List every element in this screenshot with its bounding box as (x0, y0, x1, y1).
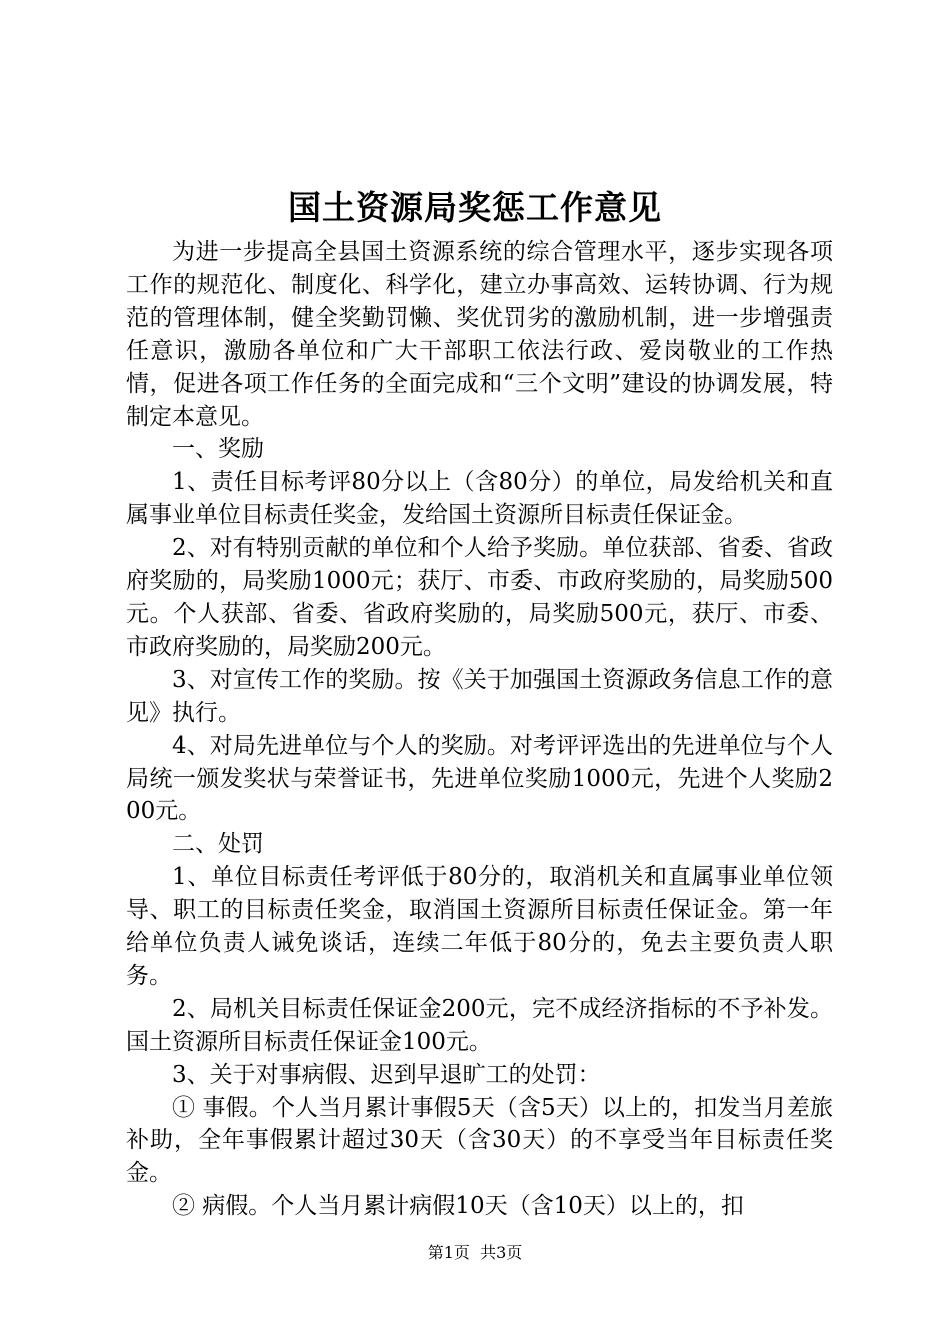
penalty-item-1: 1、单位目标责任考评低于80分的，取消机关和直属事业单位领导、职工的目标责任奖金，取消国土资源所目标责任保证金。第一年给单位负责人诫免谈话，连续二年低于80分的，免去主要负责人职务。 (126, 864, 833, 989)
document-body (126, 236, 833, 1223)
reward-item-2: 2、对有特别贡献的单位和个人给予奖励。单位获部、省委、省政府奖励的，局奖励1000元；获厅、市委、市政府奖励的，局奖励500元。个人获部、省委、省政府奖励的，局奖励500元，获厅、市委、市政府奖励的，局奖励200元。 (126, 535, 833, 660)
page-total: 共3页 (480, 1243, 523, 1262)
reward-item-4: 4、对局先进单位与个人的奖励。对考评评选出的先进单位与个人局统一颁发奖状与荣誉证书，先进单位奖励1000元，先进个人奖励200元。 (126, 732, 833, 825)
section-heading-penalties: 二、处罚 (172, 831, 264, 858)
page-footer (0, 1243, 950, 1263)
section-heading-rewards: 一、奖励 (172, 436, 264, 463)
penalty-item-3: 3、关于对事病假、迟到早退旷工的处罚： (172, 1061, 601, 1088)
reward-item-1: 1、责任目标考评80分以上（含80分）的单位，局发给机关和直属事业单位目标责任奖金，发给国土资源所目标责任保证金。 (126, 469, 833, 529)
penalty-subitem-sick-leave: ② 病假。个人当月累计病假10天（含10天）以上的，扣 (172, 1193, 744, 1220)
document-title: 国土资源局奖惩工作意见 (288, 188, 662, 227)
penalty-subitem-personal-leave: ① 事假。个人当月累计事假5天（含5天）以上的，扣发当月差旅补助，全年事假累计超过30天（含30天）的不享受当年目标责任奖金。 (126, 1094, 833, 1187)
page-number: 第1页 (427, 1243, 470, 1262)
reward-item-3: 3、对宣传工作的奖励。按《关于加强国土资源政务信息工作的意见》执行。 (126, 666, 833, 726)
penalty-item-2: 2、局机关目标责任保证金200元，完不成经济指标的不予补发。国土资源所目标责任保证金100元。 (126, 995, 833, 1055)
intro-paragraph: 为进一步提高全县国土资源系统的综合管理水平，逐步实现各项工作的规范化、制度化、科学化，建立办事高效、运转协调、行为规范的管理体制，健全奖勤罚懒、奖优罚劣的激励机制，进一步增强责任意识，激励各单位和广大干部职工依法行政、爱岗敬业的工作热情，促进各项工作任务的全面完成和“三个文明”建设的协调发展，特制定本意见。 (126, 239, 833, 430)
